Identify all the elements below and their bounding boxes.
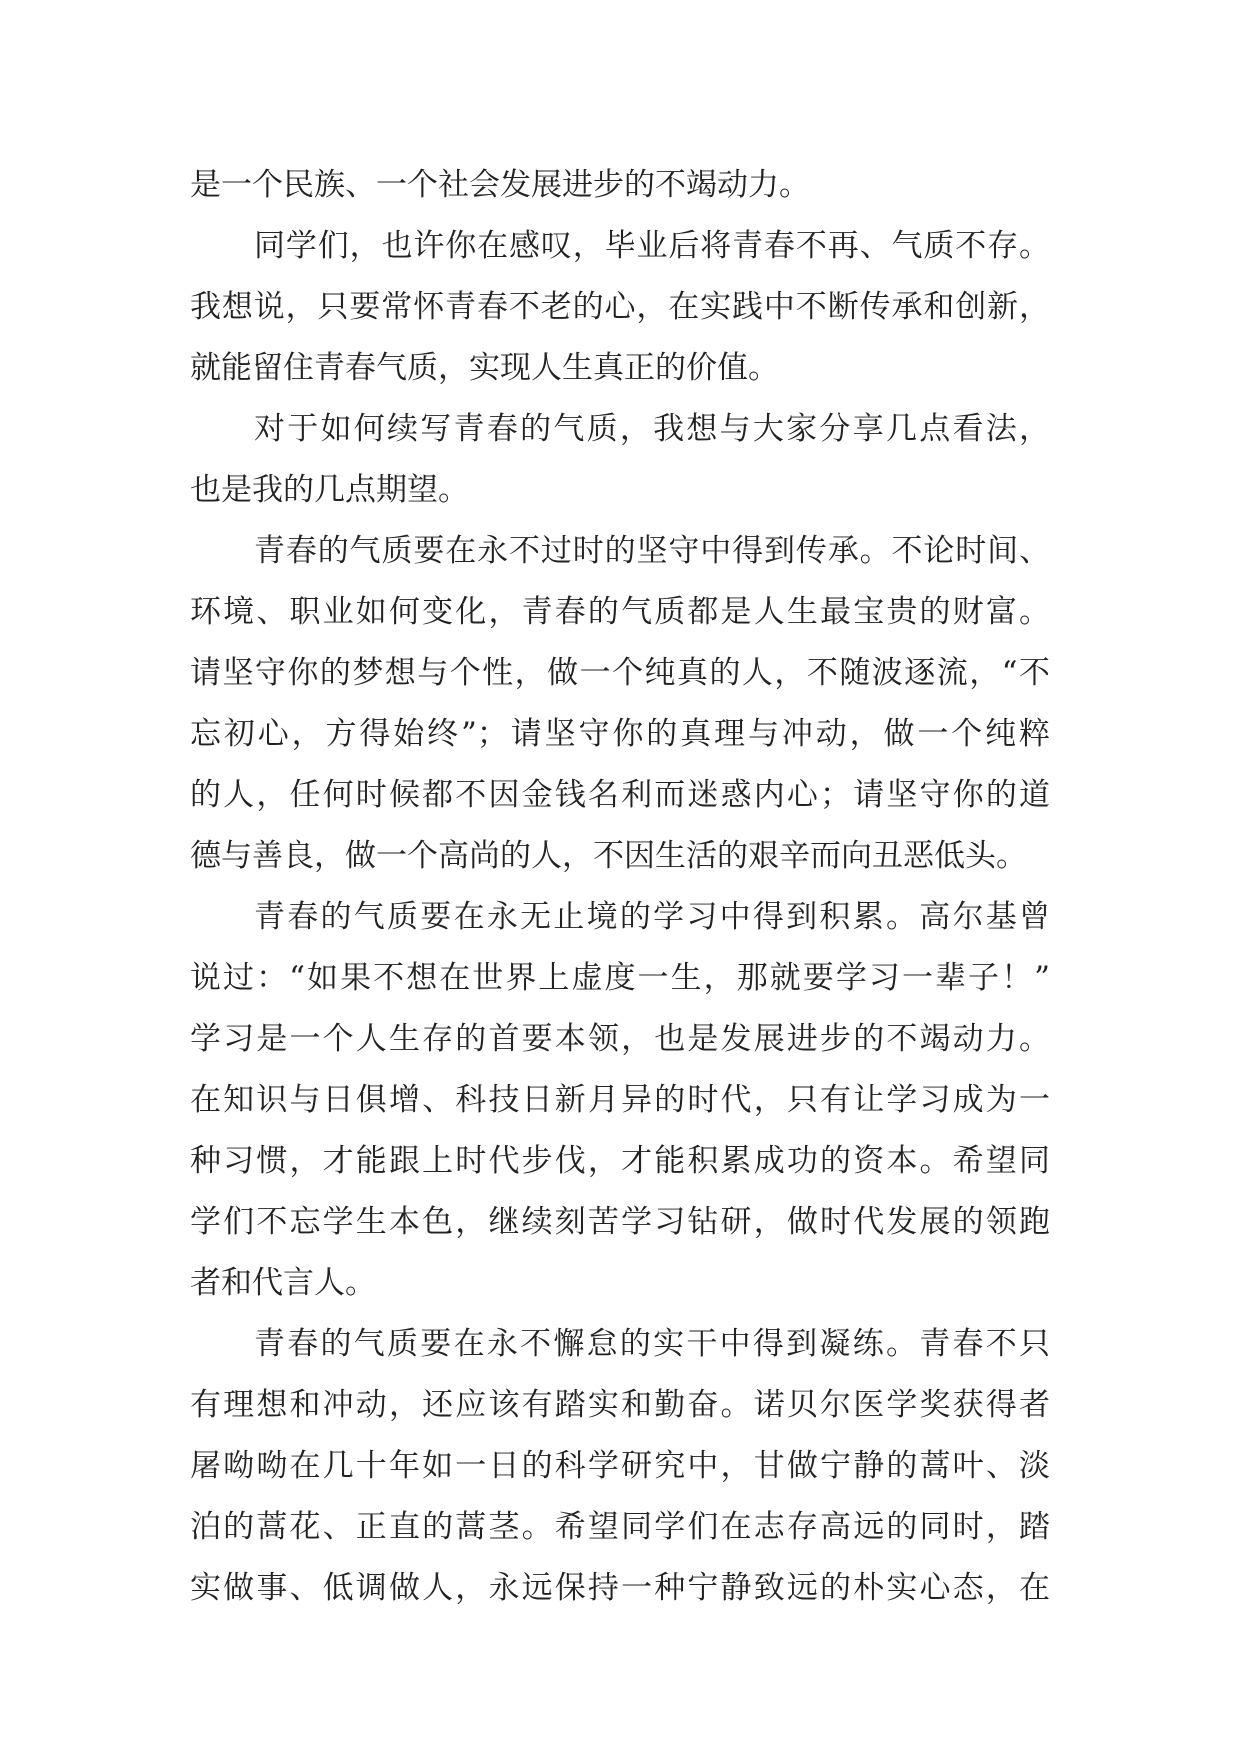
text-line: 我想说，只要常怀青春不老的心，在实践中不断传承和创新， — [190, 289, 1050, 325]
text-line: 屠呦呦在几十年如一日的科学研究中，甘做宁静的蒿叶、淡 — [190, 1448, 1050, 1484]
text-line: 学习是一个人生存的首要本领，也是发展进步的不竭动力。 — [190, 1021, 1050, 1057]
text-line: 者和代言人。 — [190, 1265, 376, 1301]
text-line: 种习惯，才能跟上时代步伐，才能积累成功的资本。希望同 — [190, 1143, 1050, 1179]
text-line: 也是我的几点期望。 — [190, 472, 469, 508]
text-line: 说过：“如果不想在世界上虚度一生，那就要学习一辈子！” — [190, 960, 1050, 996]
text-line: 环境、职业如何变化，青春的气质都是人生最宝贵的财富。 — [190, 594, 1050, 630]
text-line: 就能留住青春气质，实现人生真正的价值。 — [190, 350, 779, 386]
text-line: 学们不忘学生本色，继续刻苦学习钻研，做时代发展的领跑 — [190, 1204, 1050, 1240]
text-line: 青春的气质要在永不过时的坚守中得到传承。不论时间、 — [254, 533, 1050, 569]
text-line: 泊的蒿花、正直的蒿茎。希望同学们在志存高远的同时，踏 — [190, 1509, 1050, 1545]
document-body — [190, 155, 1050, 1619]
text-line: 青春的气质要在永不懈怠的实干中得到凝练。青春不只 — [254, 1326, 1050, 1362]
text-line: 在知识与日俱增、科技日新月异的时代，只有让学习成为一 — [190, 1082, 1050, 1118]
text-line: 请坚守你的梦想与个性，做一个纯真的人，不随波逐流，“不 — [190, 655, 1050, 691]
text-line: 对于如何续写青春的气质，我想与大家分享几点看法， — [254, 411, 1050, 447]
text-line: 德与善良，做一个高尚的人，不因生活的艰辛而向丑恶低头。 — [190, 838, 1027, 874]
text-line: 是一个民族、一个社会发展进步的不竭动力。 — [190, 167, 810, 203]
text-line: 实做事、低调做人，永远保持一种宁静致远的朴实心态，在 — [190, 1570, 1050, 1606]
text-line: 青春的气质要在永无止境的学习中得到积累。高尔基曾 — [254, 899, 1050, 935]
text-line: 的人，任何时候都不因金钱名利而迷惑内心；请坚守你的道 — [190, 777, 1050, 813]
text-line: 有理想和冲动，还应该有踏实和勤奋。诺贝尔医学奖获得者 — [190, 1387, 1050, 1423]
text-line: 忘初心，方得始终”；请坚守你的真理与冲动，做一个纯粹 — [190, 716, 1050, 752]
text-line: 同学们，也许你在感叹，毕业后将青春不再、气质不存。 — [254, 228, 1050, 264]
